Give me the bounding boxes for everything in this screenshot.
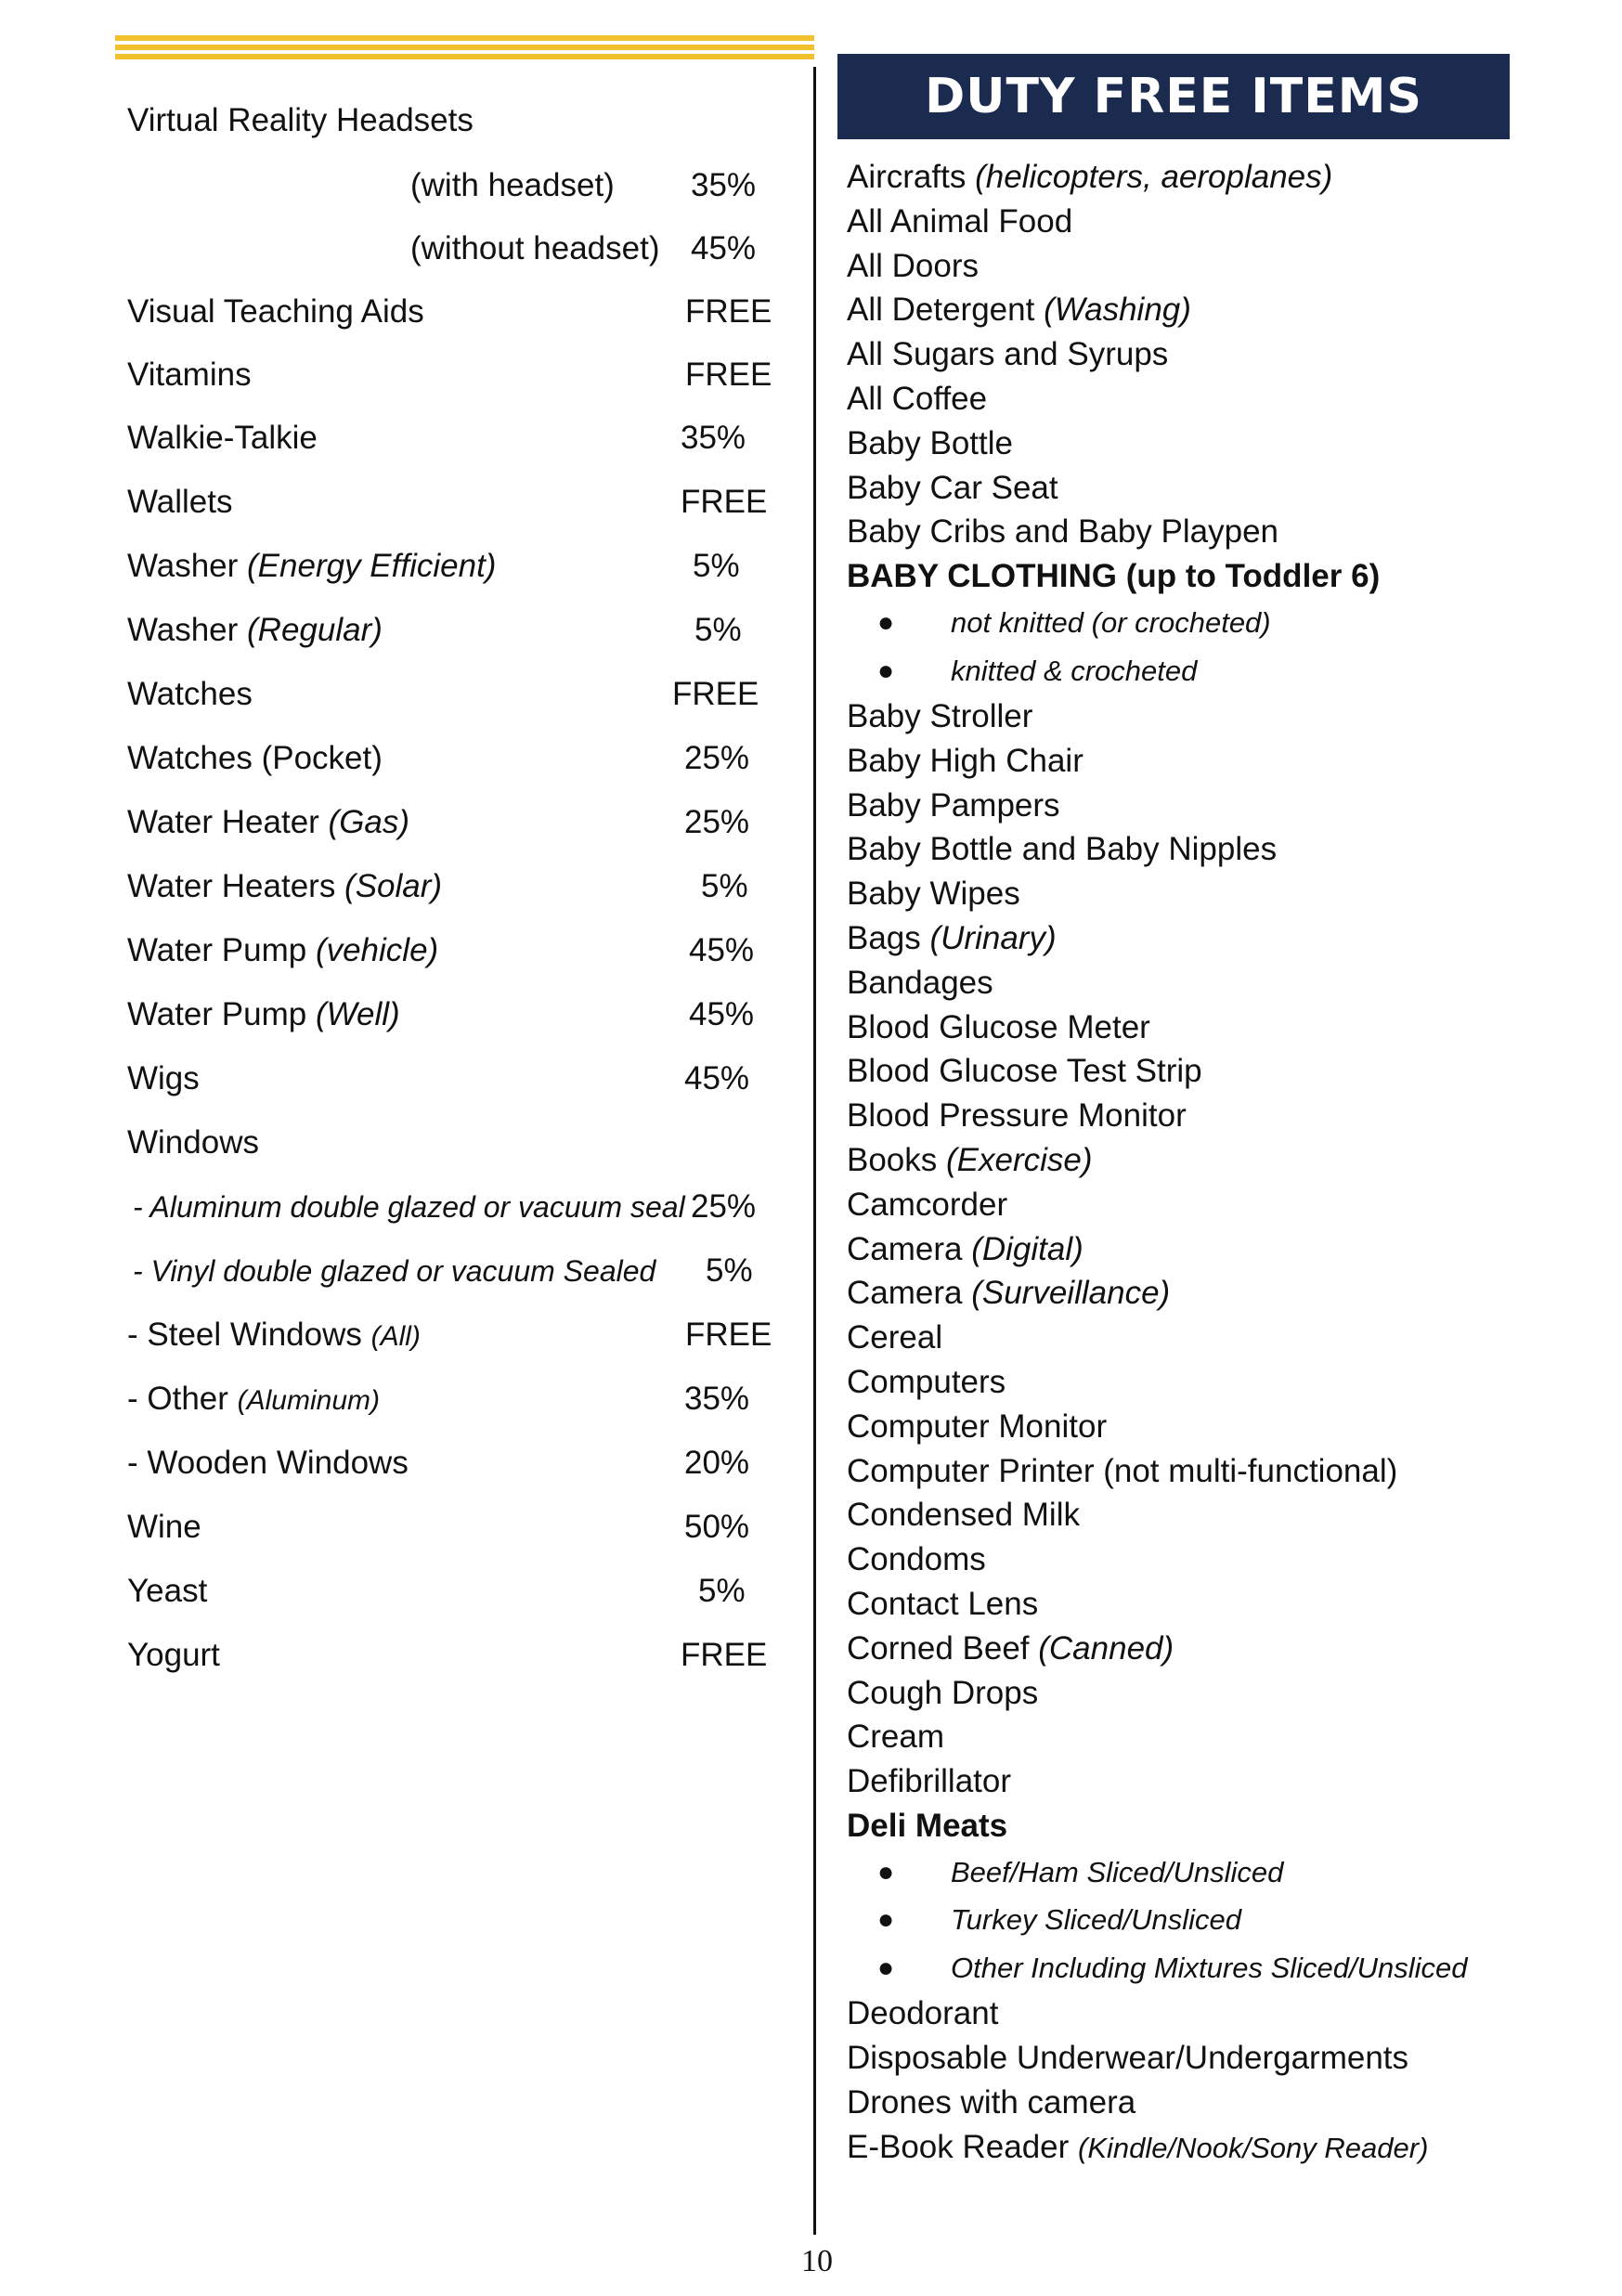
tariff-item-name xyxy=(127,612,383,649)
item-qualifier: (Gas) xyxy=(328,804,410,840)
item-label: Washer xyxy=(127,548,248,584)
item-label: Cough Drops xyxy=(847,1674,1039,1711)
item-label: Baby Pampers xyxy=(847,786,1060,824)
gold-rule xyxy=(115,35,814,67)
duty-rate: FREE xyxy=(685,357,772,393)
item-qualifier: (Urinary) xyxy=(929,920,1057,956)
tariff-item-name xyxy=(127,1445,409,1482)
duty-free-item xyxy=(847,1586,1038,1623)
duty-free-item xyxy=(847,292,1191,329)
duty-free-item xyxy=(847,513,1278,551)
item-label: Water Heater xyxy=(127,804,329,840)
duty-free-item xyxy=(847,1763,1011,1800)
duty-free-item xyxy=(847,831,1277,868)
duty-free-item xyxy=(847,470,1058,507)
item-qualifier: (helicopters, aeroplanes) xyxy=(975,159,1333,195)
duty-rate: 5% xyxy=(698,1573,746,1609)
duty-free-item xyxy=(847,336,1168,373)
column-divider xyxy=(813,67,816,2235)
item-label: Bandages xyxy=(847,964,993,1001)
item-label: Computer Printer (not multi-functional) xyxy=(847,1452,1398,1489)
tariff-item-name xyxy=(127,804,409,841)
item-qualifier: (Digital) xyxy=(971,1230,1083,1267)
duty-rate: 5% xyxy=(694,612,742,648)
item-label: Blood Pressure Monitor xyxy=(847,1097,1187,1135)
item-label: Camera xyxy=(847,1230,972,1267)
item-label: Windows xyxy=(127,1124,259,1161)
tariff-item-name xyxy=(127,740,383,777)
item-label: (with headset) xyxy=(410,167,615,203)
duty-rate: FREE xyxy=(672,676,759,712)
item-qualifier: (Exercise) xyxy=(946,1142,1093,1178)
item-label: Baby Car Seat xyxy=(847,469,1058,506)
tariff-item-name xyxy=(127,357,252,394)
tariff-item-name xyxy=(410,230,659,267)
item-label: Baby Bottle xyxy=(847,424,1013,461)
item-label: Water Heaters xyxy=(127,868,345,904)
item-label: (without headset) xyxy=(410,230,660,266)
item-label: Water Pump xyxy=(127,996,316,1032)
tariff-item-name xyxy=(410,167,615,204)
tariff-item-name xyxy=(127,868,442,905)
duty-free-item xyxy=(847,1009,1150,1046)
duty-free-item xyxy=(847,381,987,418)
item-label: Baby High Chair xyxy=(847,742,1083,779)
duty-free-item xyxy=(847,2084,1135,2121)
duty-rate: FREE xyxy=(681,484,768,520)
item-label: Water Pump xyxy=(127,932,316,968)
duty-rate: 5% xyxy=(706,1252,753,1289)
item-label: Cream xyxy=(847,1719,945,1756)
item-label: All Detergent xyxy=(847,292,1045,329)
duty-rate: 45% xyxy=(691,230,757,266)
item-label: Deodorant xyxy=(847,1995,999,2032)
tariff-item-name xyxy=(133,1252,655,1290)
tariff-item-name xyxy=(127,1317,421,1356)
duty-free-item xyxy=(847,1675,1038,1712)
item-label: Computer Monitor xyxy=(847,1407,1108,1445)
item-label: Condensed Milk xyxy=(847,1497,1080,1534)
item-label: Yogurt xyxy=(127,1637,220,1673)
item-label: Disposable Underwear/Undergarments xyxy=(847,2040,1409,2077)
item-label: Yeast xyxy=(127,1573,208,1609)
item-label: Wallets xyxy=(127,484,233,520)
duty-free-item xyxy=(847,203,1072,240)
duty-free-item xyxy=(847,1053,1202,1090)
bullet-icon: ● xyxy=(877,1904,895,1936)
duty-rate: 35% xyxy=(684,1381,750,1417)
duty-free-item xyxy=(847,1319,942,1356)
item-label: Blood Glucose Test Strip xyxy=(847,1053,1202,1090)
item-label: Visual Teaching Aids xyxy=(127,293,424,330)
item-label: All Animal Food xyxy=(847,202,1073,240)
duty-rate: 50% xyxy=(684,1509,750,1545)
sub-item: knitted & crocheted xyxy=(951,654,1198,687)
item-label: Wine xyxy=(127,1509,201,1545)
item-label: Wigs xyxy=(127,1060,200,1096)
duty-free-item xyxy=(847,1142,1093,1179)
item-label: Walkie-Talkie xyxy=(127,420,318,456)
tariff-item-name xyxy=(133,1188,685,1226)
duty-free-item xyxy=(847,425,1013,462)
tariff-item-name xyxy=(127,1637,220,1674)
duty-free-header xyxy=(837,54,1510,139)
tariff-item-name xyxy=(127,484,232,521)
duty-rate: 5% xyxy=(701,868,748,904)
item-label: - Other xyxy=(127,1381,238,1417)
bullet-icon: ● xyxy=(877,655,895,686)
duty-free-item xyxy=(847,1630,1174,1667)
item-qualifier: (Aluminum) xyxy=(237,1385,380,1416)
gold-line xyxy=(115,45,814,50)
duty-free-item xyxy=(847,1497,1080,1534)
item-qualifier: (Energy Efficient) xyxy=(247,548,497,584)
item-qualifier: (All) xyxy=(370,1321,421,1352)
item-qualifier: (Solar) xyxy=(344,868,443,904)
duty-free-item xyxy=(847,2129,1428,2167)
item-qualifier: (Surveillance) xyxy=(971,1275,1171,1312)
item-label: Baby Wipes xyxy=(847,876,1020,913)
duty-rate: 45% xyxy=(689,996,755,1032)
item-label: All Doors xyxy=(847,247,979,284)
duty-free-item xyxy=(847,1231,1083,1268)
item-label: Camcorder xyxy=(847,1186,1008,1223)
sub-item: Other Including Mixtures Sliced/Unsliced xyxy=(951,1951,1468,1984)
item-label: Defibrillator xyxy=(847,1763,1011,1800)
bullet-icon: ● xyxy=(877,607,895,638)
duty-rate: 35% xyxy=(691,167,757,203)
item-qualifier: (vehicle) xyxy=(315,932,439,968)
bullet-icon: ● xyxy=(877,1856,895,1887)
item-label: Computers xyxy=(847,1364,1006,1400)
item-qualifier: - Aluminum double glazed or vacuum seal xyxy=(133,1190,685,1224)
duty-free-item xyxy=(847,1097,1187,1135)
duty-free-item xyxy=(847,920,1057,957)
duty-free-item xyxy=(847,1275,1170,1312)
item-label: Watches (Pocket) xyxy=(127,740,383,776)
item-label: Contact Lens xyxy=(847,1586,1039,1622)
tariff-item-name xyxy=(127,676,253,713)
item-label: Aircrafts xyxy=(847,159,976,195)
duty-rate: 45% xyxy=(684,1060,750,1096)
duty-rate: 25% xyxy=(691,1188,757,1225)
sub-item: not knitted (or crocheted) xyxy=(951,606,1271,639)
item-label: Watches xyxy=(127,676,253,712)
duty-free-item xyxy=(847,965,993,1002)
item-label: Washer xyxy=(127,612,248,648)
gold-line xyxy=(115,35,814,41)
item-label: Deli Meats xyxy=(847,1808,1008,1844)
item-label: Books xyxy=(847,1142,946,1178)
duty-free-item xyxy=(847,1187,1007,1224)
tariff-item-name xyxy=(127,1124,259,1161)
gold-line xyxy=(115,54,814,59)
duty-rate: 5% xyxy=(693,548,740,584)
item-label: Vitamins xyxy=(127,357,252,393)
item-label: Cereal xyxy=(847,1319,943,1356)
item-qualifier: - Vinyl double glazed or vacuum Sealed xyxy=(133,1254,656,1288)
item-label: Drones with camera xyxy=(847,2083,1136,2121)
tariff-item-name xyxy=(127,1060,200,1097)
duty-free-title: DUTY FREE ITEMS xyxy=(925,69,1422,124)
tariff-item-name xyxy=(127,420,318,457)
item-label: Condoms xyxy=(847,1541,986,1578)
duty-rate: 25% xyxy=(684,740,750,776)
tariff-item-name xyxy=(127,548,496,585)
duty-free-item xyxy=(847,159,1332,196)
item-label: E-Book Reader xyxy=(847,2128,1079,2165)
duty-rate: FREE xyxy=(681,1637,768,1673)
item-qualifier: (Kindle/Nook/Sony Reader) xyxy=(1078,2131,1429,2164)
duty-rate: 25% xyxy=(684,804,750,840)
tariff-item-name xyxy=(127,1509,201,1546)
tariff-item-name xyxy=(127,293,424,331)
duty-free-item xyxy=(847,1364,1006,1401)
duty-free-item xyxy=(847,698,1032,735)
item-label: All Sugars and Syrups xyxy=(847,336,1169,373)
duty-free-item xyxy=(847,1453,1397,1490)
category-heading xyxy=(847,1808,1007,1845)
item-qualifier: (Regular) xyxy=(247,612,383,648)
item-label: Blood Glucose Meter xyxy=(847,1008,1150,1045)
duty-free-item xyxy=(847,1719,944,1756)
duty-free-item xyxy=(847,876,1020,913)
tariff-item-name xyxy=(127,932,438,969)
category-heading xyxy=(847,558,1380,595)
sub-item: Beef/Ham Sliced/Unsliced xyxy=(951,1855,1284,1888)
duty-free-item xyxy=(847,248,979,285)
duty-rate: 20% xyxy=(684,1445,750,1481)
duty-rate: FREE xyxy=(685,293,772,330)
item-label: Baby Bottle and Baby Nipples xyxy=(847,831,1278,868)
item-label: - Wooden Windows xyxy=(127,1445,409,1481)
item-qualifier: (Canned) xyxy=(1038,1629,1174,1667)
tariff-item-name xyxy=(127,1573,207,1610)
item-qualifier: (Well) xyxy=(315,996,400,1032)
duty-free-item xyxy=(847,743,1083,780)
sub-item: Turkey Sliced/Unsliced xyxy=(951,1903,1241,1937)
tariff-item-name xyxy=(127,996,400,1033)
duty-free-item xyxy=(847,1541,986,1578)
item-label: Virtual Reality Headsets xyxy=(127,102,474,138)
duty-free-item xyxy=(847,787,1060,824)
item-label: Camera xyxy=(847,1275,972,1312)
duty-rate: FREE xyxy=(685,1317,772,1353)
duty-free-item xyxy=(847,2040,1408,2077)
tariff-item-name xyxy=(127,102,474,139)
tariff-item-name xyxy=(127,1381,380,1420)
item-label: Baby Cribs and Baby Playpen xyxy=(847,513,1278,551)
item-label: Corned Beef xyxy=(847,1629,1039,1667)
duty-rate: 35% xyxy=(681,420,746,456)
item-label: Baby Stroller xyxy=(847,698,1033,734)
item-label: BABY CLOTHING (up to Toddler 6) xyxy=(847,558,1381,595)
item-qualifier: (Washing) xyxy=(1044,292,1191,329)
duty-free-item xyxy=(847,1408,1107,1446)
page-number: 10 xyxy=(801,2244,833,2278)
duty-rate: 45% xyxy=(689,932,755,968)
item-label: - Steel Windows xyxy=(127,1317,371,1353)
duty-free-item xyxy=(847,1995,998,2032)
item-label: Bags xyxy=(847,920,930,956)
bullet-icon: ● xyxy=(877,1952,895,1983)
item-label: All Coffee xyxy=(847,381,988,417)
